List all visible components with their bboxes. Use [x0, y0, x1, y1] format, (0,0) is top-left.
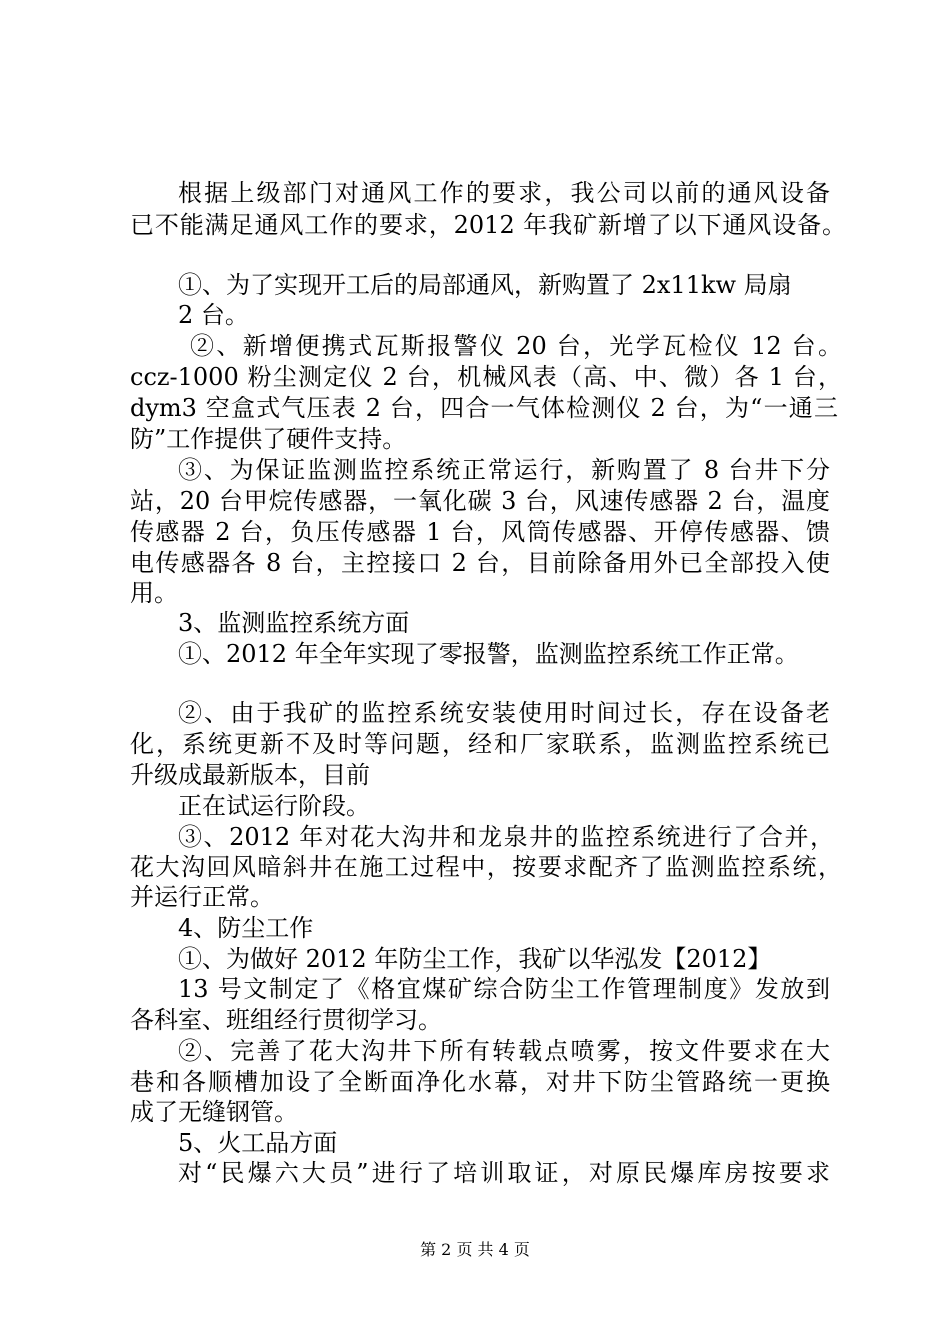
section-heading: 3、监测监控系统方面 [178, 609, 410, 637]
paragraph-line: 花大沟回风暗斜井在施工过程中，按要求配齐了监测监控系统， [130, 853, 842, 881]
paragraph-line: 用。 [130, 579, 178, 607]
paragraph-line: 根据上级部门对通风工作的要求，我公司以前的通风设备 [178, 179, 830, 207]
section-heading: 4、防尘工作 [178, 914, 314, 942]
paragraph-line: 化，系统更新不及时等问题，经和厂家联系，监测监控系统已 [130, 730, 830, 758]
paragraph-line: 电传感器各 8 台，主控接口 2 台，目前除备用外已全部投入使 [130, 549, 830, 577]
paragraph-line: 已不能满足通风工作的要求，2012 年我矿新增了以下通风设备。 [130, 211, 846, 239]
paragraph-line: ①、为了实现开工后的局部通风，新购置了 2x11kw 局扇 [178, 271, 792, 299]
section-heading: 5、火工品方面 [178, 1129, 338, 1157]
page-footer: 第 2 页 共 4 页 [420, 1240, 530, 1259]
paragraph-line: ②、由于我矿的监控系统安装使用时间过长，存在设备老 [178, 699, 830, 727]
paragraph-line: 防”工作提供了硬件支持。 [130, 425, 407, 453]
paragraph-line: ③、2012 年对花大沟井和龙泉井的监控系统进行了合并， [178, 823, 834, 851]
paragraph-line: 巷和各顺槽加设了全断面净化水幕，对井下防尘管路统一更换 [130, 1068, 830, 1096]
paragraph-line: 13 号文制定了《格宜煤矿综合防尘工作管理制度》发放到 [178, 975, 830, 1003]
paragraph-line: ①、为做好 2012 年防尘工作，我矿以华泓发【2012】 [178, 945, 772, 973]
paragraph-line: ccz-1000 粉尘测定仪 2 台，机械风表（高、中、微）各 1 台， [130, 363, 842, 391]
paragraph-line: 对“民爆六大员”进行了培训取证，对原民爆库房按要求 [178, 1159, 830, 1187]
paragraph-line: 各科室、班组经行贯彻学习。 [130, 1006, 442, 1034]
paragraph-line: 传感器 2 台，负压传感器 1 台，风筒传感器、开停传感器、馈 [130, 518, 830, 546]
paragraph-line: dym3 空盒式气压表 2 台，四合一气体检测仪 2 台，为“一通三 [130, 394, 838, 422]
paragraph-line: ②、完善了花大沟井下所有转载点喷雾，按文件要求在大 [178, 1037, 830, 1065]
paragraph-line: 成了无缝钢管。 [130, 1098, 298, 1126]
paragraph-line: 并运行正常。 [130, 883, 274, 911]
paragraph-line: 升级成最新版本，目前 [130, 761, 370, 789]
paragraph-line: 正在试运行阶段。 [178, 792, 370, 820]
paragraph-line: 2 台。 [178, 301, 249, 329]
paragraph-line: ②、新增便携式瓦斯报警仪 20 台，光学瓦检仪 12 台。 [190, 332, 842, 360]
paragraph-line: ①、2012 年全年实现了零报警，监测监控系统工作正常。 [178, 640, 799, 668]
paragraph-line: ③、为保证监测监控系统正常运行，新购置了 8 台井下分 [178, 456, 830, 484]
paragraph-line: 站，20 台甲烷传感器，一氧化碳 3 台，风速传感器 2 台，温度 [130, 487, 830, 515]
